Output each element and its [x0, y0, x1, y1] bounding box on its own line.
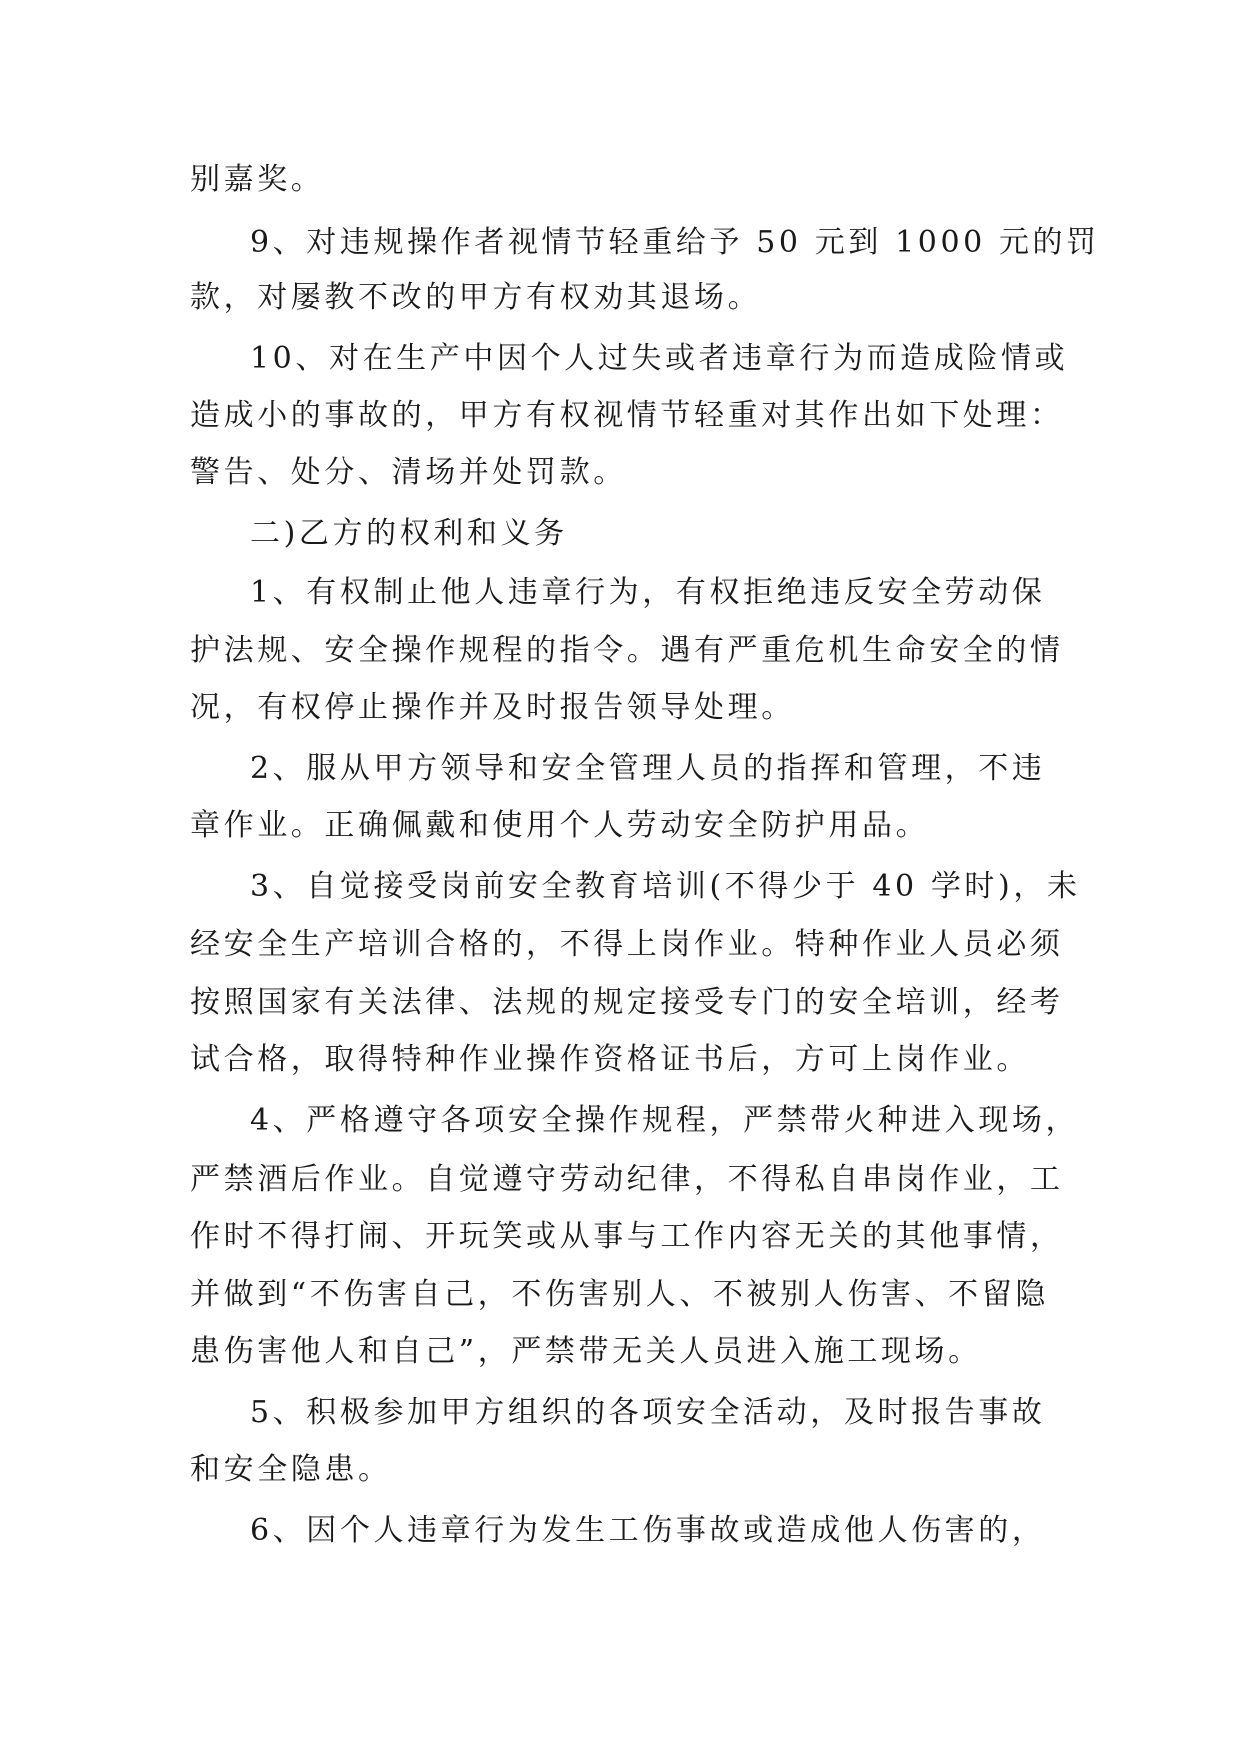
text-line: 造成小的事故的，甲方有权视情节轻重对其作出如下处理：: [190, 398, 1064, 433]
text-line: 别嘉奖。: [190, 162, 325, 197]
section-heading: 二)乙方的权利和义务: [250, 516, 568, 551]
text-line: 章作业。正确佩戴和使用个人劳动安全防护用品。: [190, 808, 930, 843]
text-line: 款，对屡教不改的甲方有权劝其退场。: [190, 280, 762, 315]
text-line: 警告、处分、清场并处罚款。: [190, 455, 627, 490]
text-line: 试合格，取得特种作业操作资格证书后，方可上岗作业。: [190, 1042, 1030, 1077]
text-line: 况，有权停止操作并及时报告领导处理。: [190, 690, 795, 725]
text-line: 并做到“不伤害自己，不伤害别人、不被别人伤害、不留隐: [190, 1277, 1049, 1312]
text-line: 和安全隐患。: [190, 1452, 392, 1487]
text-line: 患伤害他人和自己”，严禁带无关人员进入施工现场。: [190, 1334, 982, 1369]
text-line: 护法规、安全操作规程的指令。遇有严重危机生命安全的情: [190, 633, 1064, 668]
text-line: 1、有权制止他人违章行为，有权拒绝违反安全劳动保: [250, 575, 1046, 610]
text-line: 2、服从甲方领导和安全管理人员的指挥和管理，不违: [250, 751, 1046, 786]
text-line: 3、自觉接受岗前安全教育培训(不得少于 40 学时)，未: [250, 869, 1081, 904]
text-line: 9、对违规操作者视情节轻重给予 50 元到 1000 元的罚: [250, 225, 1100, 260]
text-line: 经安全生产培训合格的，不得上岗作业。特种作业人员必须: [190, 927, 1064, 962]
text-line: 按照国家有关法律、法规的规定接受专门的安全培训，经考: [190, 985, 1064, 1020]
text-line: 严禁酒后作业。自觉遵守劳动纪律，不得私自串岗作业，工: [190, 1162, 1064, 1197]
text-line: 作时不得打闹、开玩笑或从事与工作内容无关的其他事情，: [190, 1219, 1064, 1254]
text-line: 10、对在生产中因个人过失或者违章行为而造成险情或: [250, 341, 1069, 376]
text-line: 6、因个人违章行为发生工伤事故或造成他人伤害的，: [250, 1513, 1046, 1548]
text-line: 5、积极参加甲方组织的各项安全活动，及时报告事故: [250, 1395, 1046, 1430]
text-line: 4、严格遵守各项安全操作规程，严禁带火种进入现场，: [250, 1103, 1080, 1138]
